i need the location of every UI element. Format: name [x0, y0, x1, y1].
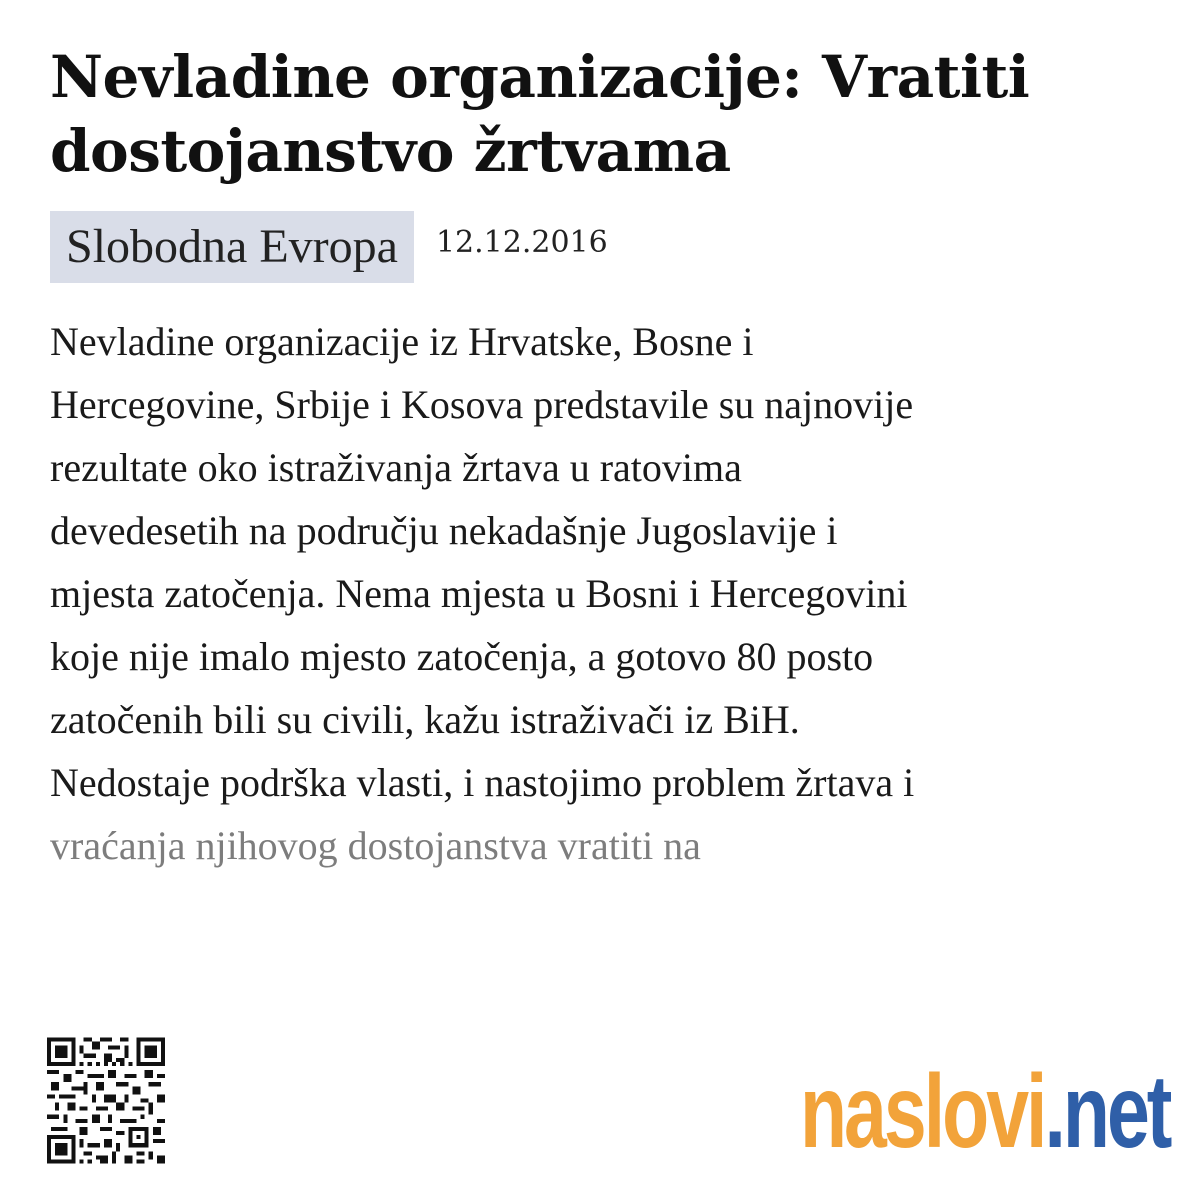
excerpt-line: Nevladine organizacije iz Hrvatske, Bosne i: [50, 319, 754, 364]
qr-code-icon[interactable]: [47, 1037, 165, 1164]
publish-date: 12.12.2016: [435, 225, 608, 260]
excerpt-line: devedesetih na području nekadašnje Jugoslavije i: [50, 508, 838, 553]
naslovi-logo[interactable]: [800, 1054, 1170, 1170]
article-title[interactable]: Nevladine organizacije: Vratiti dostojanstvo žrtvama: [50, 43, 1030, 185]
source-badge[interactable]: Slobodna Evropa: [50, 211, 414, 283]
article-excerpt: [50, 310, 1160, 877]
excerpt-line: koje nije imalo mjesto zatočenja, a gotovo 80 posto: [50, 634, 874, 679]
excerpt-line: zatočenih bili su civili, kažu istraživači iz BiH.: [50, 697, 800, 742]
logo-part-net: .net: [1044, 1054, 1170, 1170]
article-meta: [50, 211, 608, 283]
excerpt-line: Nedostaje podrška vlasti, i nastojimo problem žrtava i: [50, 760, 915, 805]
excerpt-line: mjesta zatočenja. Nema mjesta u Bosni i Hercegovini: [50, 571, 908, 616]
excerpt-line: rezultate oko istraživanja žrtava u ratovima: [50, 445, 742, 490]
excerpt-line: Hercegovine, Srbije i Kosova predstavile su najnovije: [50, 382, 914, 427]
excerpt-line-faded: vraćanja njihovog dostojanstva vratiti na: [50, 823, 701, 868]
logo-part-naslovi: naslovi: [800, 1054, 1045, 1170]
